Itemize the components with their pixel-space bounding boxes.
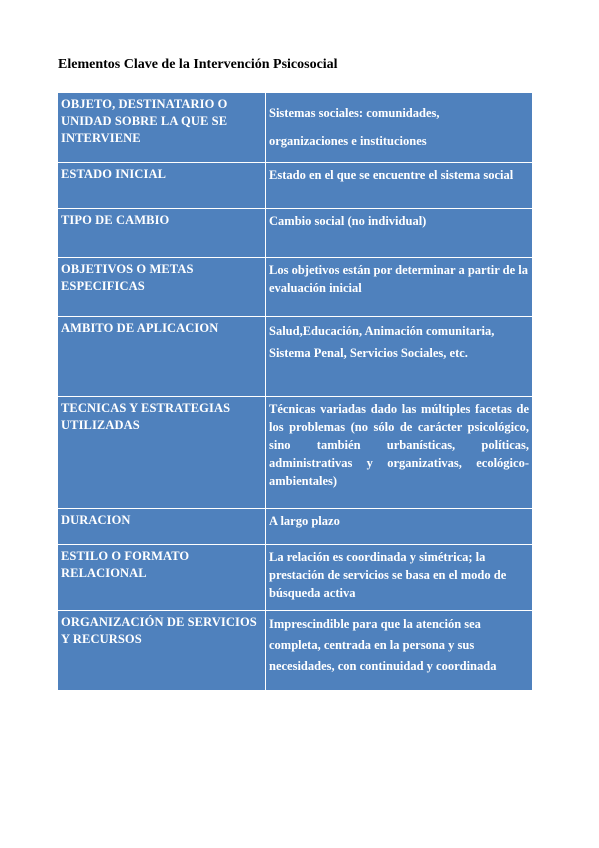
row-value-objeto-line2: organizaciones e instituciones: [269, 134, 427, 148]
row-label-estilo: ESTILO O FORMATO RELACIONAL: [58, 545, 266, 611]
table-row: [58, 611, 533, 691]
row-label-duracion: DURACION: [58, 509, 266, 545]
row-value-organizacion: Imprescindible para que la atención sea completa, centrada en la persona y sus necesidades, con continuidad y coordinada: [266, 611, 533, 691]
table-row: [58, 545, 533, 611]
table-row: [58, 258, 533, 317]
row-label-organizacion: ORGANIZACIÓN DE SERVICIOS Y RECURSOS: [58, 611, 266, 691]
table-row: [58, 397, 533, 509]
row-value-objeto: [266, 93, 533, 163]
row-value-tipo-de-cambio: Cambio social (no individual): [266, 209, 533, 258]
row-label-objeto: OBJETO, DESTINATARIO O UNIDAD SOBRE LA QUE SE INTERVIENE: [58, 93, 266, 163]
row-value-duracion: A largo plazo: [266, 509, 533, 545]
key-elements-table: [57, 92, 533, 691]
row-label-objetivos: OBJETIVOS O METAS ESPECIFICAS: [58, 258, 266, 317]
row-label-tecnicas: TECNICAS Y ESTRATEGIAS UTILIZADAS: [58, 397, 266, 509]
row-value-estilo: La relación es coordinada y simétrica; la prestación de servicios se basa en el modo de búsqueda activa: [266, 545, 533, 611]
table-row: [58, 509, 533, 545]
row-label-ambito: AMBITO DE APLICACION: [58, 317, 266, 397]
row-value-estado-inicial: Estado en el que se encuentre el sistema social: [266, 163, 533, 209]
row-label-estado-inicial: ESTADO INICIAL: [58, 163, 266, 209]
row-value-objeto-line1: Sistemas sociales: comunidades,: [269, 106, 440, 120]
row-value-tecnicas: Técnicas variadas dado las múltiples facetas de los problemas (no sólo de carácter psicológico, sino también urbanísticas, políticas, administrativas y organizativas, ecológico-ambientales): [266, 397, 533, 509]
table-row: [58, 163, 533, 209]
table-row: [58, 209, 533, 258]
table-row: [58, 317, 533, 397]
row-value-objetivos: Los objetivos están por determinar a partir de la evaluación inicial: [266, 258, 533, 317]
page-title: Elementos Clave de la Intervención Psicosocial: [58, 57, 338, 72]
row-value-ambito: Salud,Educación, Animación comunitaria, Sistema Penal, Servicios Sociales, etc.: [266, 317, 533, 397]
row-label-tipo-de-cambio: TIPO DE CAMBIO: [58, 209, 266, 258]
table-row: [58, 93, 533, 163]
